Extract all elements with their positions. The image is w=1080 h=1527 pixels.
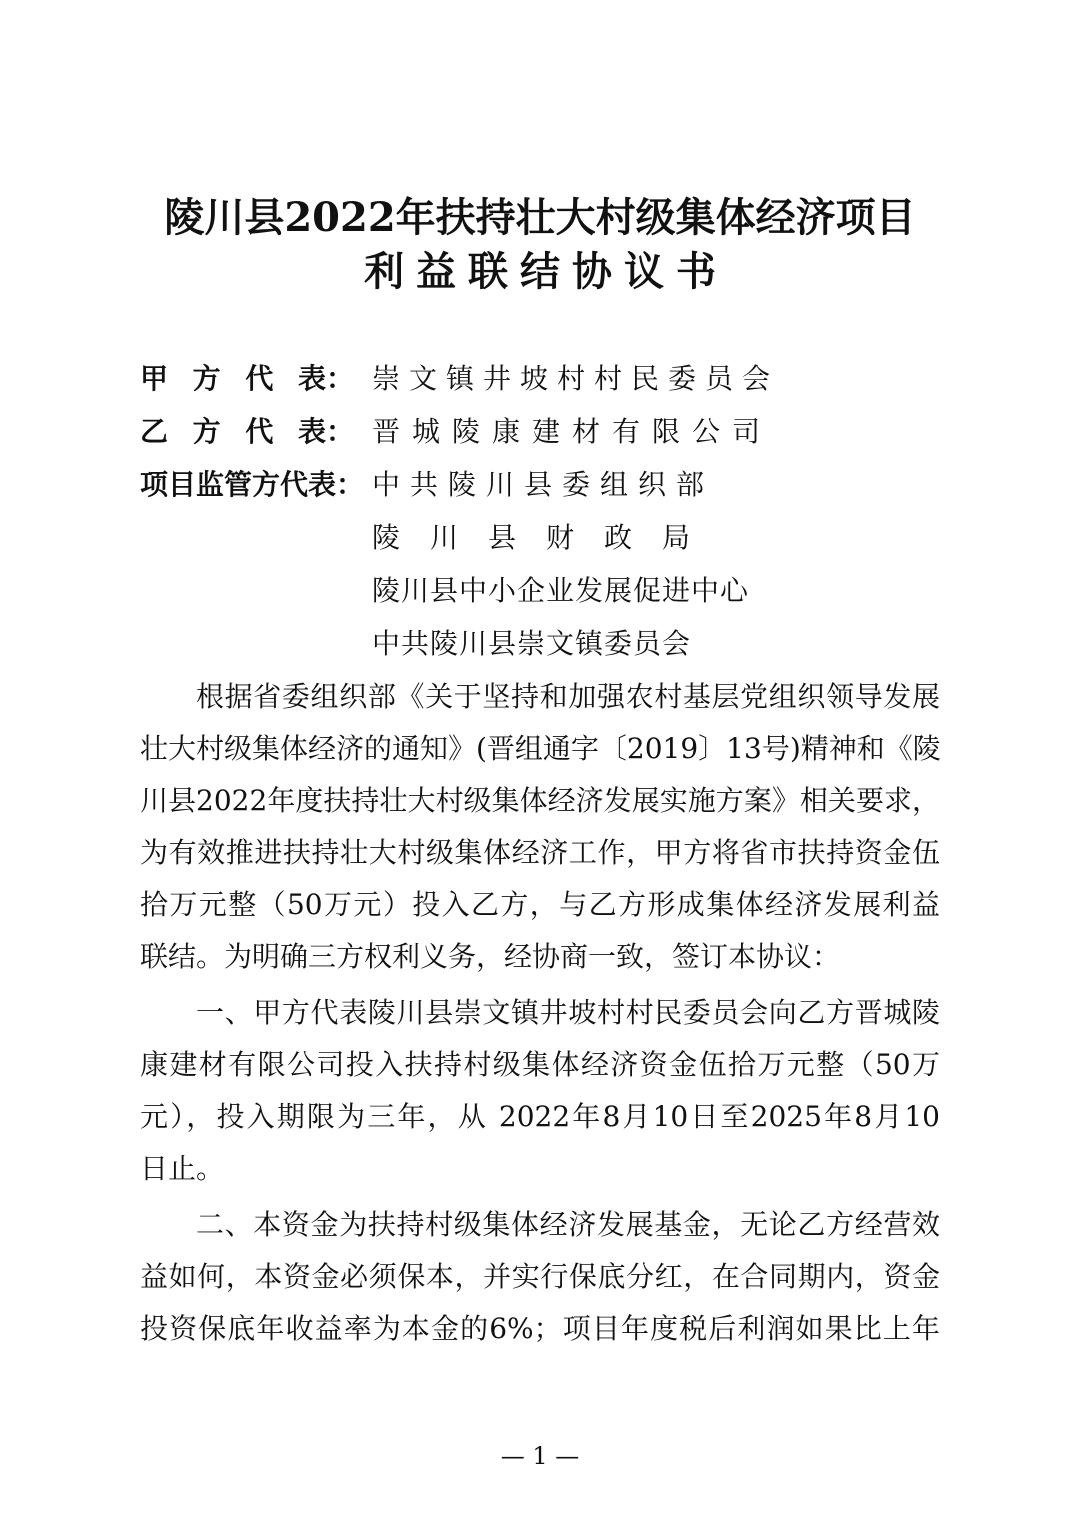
supervisor-value-2: 陵川县财政局 [372, 521, 721, 554]
paragraph-3-line: 投资保底年收益率为本金的6%；项目年度税后利润如果比上年 [140, 1312, 940, 1345]
party-a-label-char: 表： [297, 362, 354, 395]
party-a-label [140, 361, 354, 397]
supervisor-value-3: 陵川县中小企业发展促进中心 [372, 574, 750, 607]
paragraph-2-line: 元），投入期限为三年，从 2022年8月10日至2025年8月10 [140, 1100, 940, 1133]
party-a-label-char: 代 [245, 362, 274, 395]
party-a-label-char: 方 [192, 362, 221, 395]
party-b-label-char: 方 [192, 415, 221, 448]
paragraph-1-line: 拾万元整（50万元）投入乙方，与乙方形成集体经济发展利益 [140, 888, 940, 921]
document-title-line-2: 利益联结协议书 [364, 248, 728, 295]
paragraph-1-line: 联结。为明确三方权利义务，经协商一致，签订本协议： [140, 940, 841, 973]
paragraph-3-line: 益如何，本资金必须保本，并实行保底分红，在合同期内，资金 [140, 1260, 940, 1293]
party-a-label-char: 甲 [140, 362, 169, 395]
supervisor-value-1: 中共陵川县委组织部 [372, 468, 715, 501]
supervisor-value-4: 中共陵川县崇文镇委员会 [372, 627, 692, 660]
paragraph-2-line: 日止。 [140, 1152, 225, 1185]
party-b-label [140, 414, 354, 450]
page-number: — 1 — [500, 1442, 580, 1470]
paragraph-1-line: 川县2022年度扶持壮大村级集体经济发展实施方案》相关要求， [140, 784, 940, 817]
party-a-value: 崇文镇井坡村村民委员会 [372, 362, 780, 395]
paragraph-1-line: 为有效推进扶持壮大村级集体经济工作，甲方将省市扶持资金伍 [140, 836, 940, 869]
party-b-label-char: 表： [297, 415, 354, 448]
document-title-line-1: 陵川县2022年扶持壮大村级集体经济项目 [164, 194, 916, 241]
party-b-value: 晋城陵康建材有限公司 [372, 415, 773, 448]
paragraph-1-line: 根据省委组织部《关于坚持和加强农村基层党组织领导发展 [196, 680, 940, 713]
paragraph-1-line: 壮大村级集体经济的通知》(晋组通字〔2019〕13号)精神和《陵 [140, 732, 941, 765]
party-b-label-char: 代 [245, 415, 274, 448]
paragraph-2-line: 康建材有限公司投入扶持村级集体经济资金伍拾万元整（50万 [140, 1048, 940, 1081]
supervisor-label: 项目监管方代表： [140, 468, 365, 501]
paragraph-2-line: 一、甲方代表陵川县崇文镇井坡村村民委员会向乙方晋城陵 [196, 996, 940, 1029]
party-b-label-char: 乙 [140, 415, 169, 448]
paragraph-3-line: 二、本资金为扶持村级集体经济发展基金，无论乙方经营效 [196, 1208, 940, 1241]
